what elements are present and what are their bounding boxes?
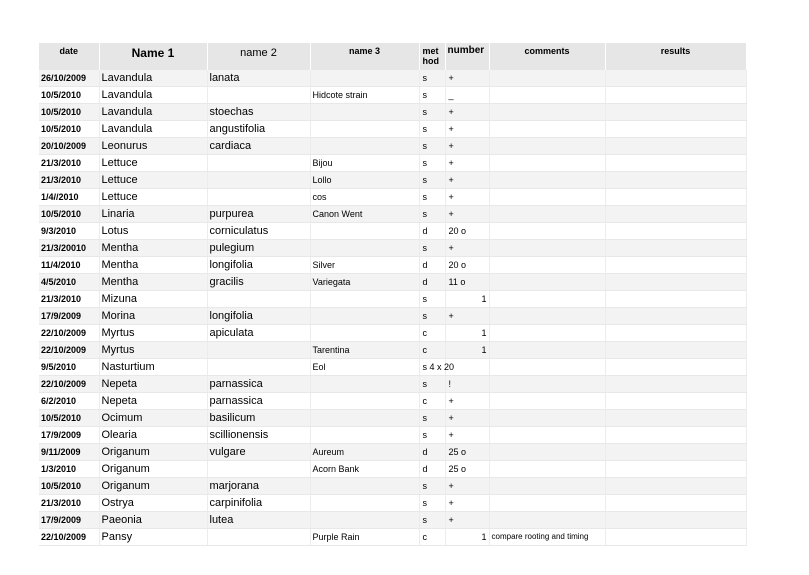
cell-results[interactable] [605,206,746,223]
table-row [39,206,746,223]
cell-results[interactable] [605,342,746,359]
cell-method[interactable]: s [419,376,445,393]
table-row [39,495,746,512]
cell-name-2[interactable]: marjorana [207,478,310,495]
cell-method[interactable]: s [419,104,445,121]
cell-method[interactable]: s [419,240,445,257]
cell-name-2[interactable] [207,155,310,172]
cell-name-1[interactable]: Mentha [99,274,207,291]
cell-comments[interactable] [489,138,605,155]
cell-results[interactable] [605,444,746,461]
cell-date[interactable]: 4/5/2010 [39,274,99,291]
column-header-name-1[interactable]: Name 1 [99,43,207,70]
cell-number[interactable]: ! [445,376,489,393]
cell-name-2[interactable]: corniculatus [207,223,310,240]
cell-date[interactable]: 10/5/2010 [39,410,99,427]
cell-name-2[interactable]: longifolia [207,257,310,274]
column-header-number[interactable]: number [445,43,489,70]
cell-date[interactable]: 10/5/2010 [39,87,99,104]
cell-name-3[interactable] [310,308,419,325]
cell-name-1[interactable]: Nepeta [99,376,207,393]
cell-results[interactable] [605,393,746,410]
cell-comments[interactable] [489,478,605,495]
cell-name-3[interactable]: Lollo [310,172,419,189]
cell-name-3[interactable] [310,325,419,342]
cell-name-3[interactable] [310,291,419,308]
table-row [39,87,746,104]
cell-name-1[interactable]: Lavandula [99,121,207,138]
cell-name-3[interactable] [310,512,419,529]
cell-number[interactable]: + [445,308,489,325]
cell-date[interactable]: 10/5/2010 [39,478,99,495]
cell-method[interactable]: s [419,308,445,325]
cell-name-2[interactable]: stoechas [207,104,310,121]
cell-name-3[interactable]: Acorn Bank [310,461,419,478]
cell-method[interactable]: s [419,478,445,495]
cell-date[interactable]: 22/10/2009 [39,529,99,546]
table-row [39,291,746,308]
cell-comments[interactable] [489,325,605,342]
cell-number[interactable]: + [445,70,489,87]
cell-number[interactable]: + [445,478,489,495]
cell-date[interactable]: 6/2/2010 [39,393,99,410]
cell-comments[interactable] [489,206,605,223]
cell-number[interactable]: 11 o [445,274,489,291]
cell-date[interactable]: 1/3/2010 [39,461,99,478]
cell-number[interactable]: + [445,495,489,512]
cell-comments[interactable] [489,70,605,87]
cell-results[interactable] [605,376,746,393]
cell-number[interactable]: + [445,240,489,257]
table-row [39,70,746,87]
table-row [39,121,746,138]
cell-name-3[interactable]: Variegata [310,274,419,291]
cell-number[interactable]: + [445,138,489,155]
cell-name-2[interactable]: gracilis [207,274,310,291]
column-header-name-3[interactable]: name 3 [310,43,419,70]
cell-number[interactable]: + [445,172,489,189]
cell-name-1[interactable]: Morina [99,308,207,325]
cell-name-1[interactable]: Nepeta [99,393,207,410]
table-row [39,274,746,291]
cell-number[interactable]: _ [445,87,489,104]
cell-method[interactable]: s [419,189,445,206]
cell-number[interactable]: + [445,155,489,172]
cell-name-3[interactable]: Bijou [310,155,419,172]
cell-method[interactable]: s [419,138,445,155]
cell-name-3[interactable]: Canon Went [310,206,419,223]
cell-name-3[interactable] [310,70,419,87]
cell-date[interactable]: 21/3/2010 [39,155,99,172]
cell-method[interactable]: d [419,274,445,291]
cell-name-3[interactable] [310,104,419,121]
cell-name-3[interactable] [310,478,419,495]
cell-method[interactable]: s [419,121,445,138]
cell-comments[interactable] [489,257,605,274]
cell-results[interactable] [605,274,746,291]
cell-number[interactable]: + [445,393,489,410]
cell-name-1[interactable]: Nasturtium [99,359,207,376]
cell-name-1[interactable]: Mentha [99,257,207,274]
cell-results[interactable] [605,512,746,529]
cell-name-2[interactable]: pulegium [207,240,310,257]
cell-name-3[interactable] [310,410,419,427]
cell-name-3[interactable] [310,240,419,257]
cell-comments[interactable]: compare rooting and timing [489,529,605,546]
cell-method[interactable]: s [419,291,445,308]
cell-comments[interactable] [489,223,605,240]
cell-date[interactable]: 11/4/2010 [39,257,99,274]
cell-number[interactable]: + [445,121,489,138]
cell-results[interactable] [605,257,746,274]
cell-date[interactable]: 22/10/2009 [39,325,99,342]
cell-comments[interactable] [489,444,605,461]
cell-comments[interactable] [489,172,605,189]
cell-method[interactable]: d [419,223,445,240]
cell-comments[interactable] [489,512,605,529]
column-header-comments[interactable]: comments [489,43,605,70]
cell-name-3[interactable] [310,138,419,155]
table-row [39,342,746,359]
cell-name-2[interactable]: scillionensis [207,427,310,444]
cell-results[interactable] [605,189,746,206]
cell-name-2[interactable] [207,189,310,206]
cell-results[interactable] [605,291,746,308]
cell-name-2[interactable] [207,461,310,478]
cell-name-1[interactable]: Mentha [99,240,207,257]
cell-date[interactable]: 21/3/2010 [39,172,99,189]
cell-date[interactable]: 20/10/2009 [39,138,99,155]
cell-comments[interactable] [489,87,605,104]
cell-date[interactable]: 9/3/2010 [39,223,99,240]
cell-name-1[interactable]: Paeonia [99,512,207,529]
cell-number[interactable]: 1 [445,342,489,359]
cell-comments[interactable] [489,189,605,206]
cell-name-2[interactable] [207,87,310,104]
table-row [39,257,746,274]
table-row [39,189,746,206]
cell-comments[interactable] [489,410,605,427]
cell-date[interactable]: 10/5/2010 [39,206,99,223]
cell-name-1[interactable]: Linaria [99,206,207,223]
cell-date[interactable]: 21/3/2010 [39,291,99,308]
cell-name-3[interactable] [310,121,419,138]
cell-name-2[interactable]: longifolia [207,308,310,325]
cell-name-2[interactable]: lanata [207,70,310,87]
cell-name-3[interactable] [310,223,419,240]
cell-name-1[interactable]: Ocimum [99,410,207,427]
table-row [39,444,746,461]
cell-comments[interactable] [489,308,605,325]
cell-comments[interactable] [489,495,605,512]
header-row [39,43,746,70]
table-row [39,393,746,410]
table-row [39,427,746,444]
table-row [39,376,746,393]
cell-name-3[interactable] [310,393,419,410]
cell-method[interactable]: c [419,529,445,546]
cell-name-1[interactable]: Lavandula [99,104,207,121]
cell-results[interactable] [605,529,746,546]
cell-number[interactable]: + [445,512,489,529]
column-header-results[interactable]: results [605,43,746,70]
cell-name-3[interactable]: Tarentina [310,342,419,359]
cell-number[interactable]: + [445,410,489,427]
cell-number[interactable]: 20 o [445,223,489,240]
table-row [39,512,746,529]
cell-name-2[interactable]: vulgare [207,444,310,461]
cell-method[interactable]: s 4 x 20 [419,359,445,376]
cell-comments[interactable] [489,121,605,138]
cell-name-2[interactable]: parnassica [207,393,310,410]
cell-name-1[interactable]: Origanum [99,461,207,478]
cell-comments[interactable] [489,393,605,410]
cell-name-3[interactable] [310,427,419,444]
cell-name-1[interactable]: Leonurus [99,138,207,155]
cell-method[interactable]: s [419,70,445,87]
cell-date[interactable]: 21/3/20010 [39,240,99,257]
cell-name-3[interactable]: Purple Rain [310,529,419,546]
cell-results[interactable] [605,138,746,155]
cell-name-1[interactable]: Lavandula [99,87,207,104]
cell-number[interactable]: 1 [445,291,489,308]
cell-name-1[interactable]: Lettuce [99,155,207,172]
cell-number[interactable]: 1 [445,529,489,546]
cell-number[interactable]: 25 o [445,444,489,461]
cell-date[interactable]: 17/9/2009 [39,308,99,325]
cell-method[interactable]: s [419,512,445,529]
cell-method[interactable]: c [419,325,445,342]
cell-date[interactable]: 9/5/2010 [39,359,99,376]
cell-comments[interactable] [489,359,605,376]
cell-name-2[interactable]: cardiaca [207,138,310,155]
cell-date[interactable]: 10/5/2010 [39,104,99,121]
table-row [39,308,746,325]
cell-name-1[interactable]: Lotus [99,223,207,240]
cell-results[interactable] [605,461,746,478]
cell-results[interactable] [605,87,746,104]
table-row [39,478,746,495]
cell-method[interactable]: c [419,393,445,410]
cell-name-1[interactable]: Olearia [99,427,207,444]
cell-date[interactable]: 17/9/2009 [39,512,99,529]
table-row [39,325,746,342]
cell-results[interactable] [605,325,746,342]
cell-results[interactable] [605,427,746,444]
cell-name-2[interactable] [207,291,310,308]
cell-method[interactable]: s [419,155,445,172]
cell-name-1[interactable]: Pansy [99,529,207,546]
cell-comments[interactable] [489,461,605,478]
cell-number[interactable]: + [445,427,489,444]
column-header-name-2[interactable]: name 2 [207,43,310,70]
cell-results[interactable] [605,308,746,325]
cell-name-3[interactable]: cos [310,189,419,206]
table-row [39,104,746,121]
cell-name-2[interactable] [207,529,310,546]
cell-name-3[interactable]: Silver [310,257,419,274]
table-row [39,461,746,478]
cell-number[interactable]: + [445,104,489,121]
table-row [39,410,746,427]
cell-name-3[interactable] [310,495,419,512]
cell-results[interactable] [605,104,746,121]
cell-name-1[interactable]: Origanum [99,444,207,461]
cell-method[interactable]: c [419,342,445,359]
cell-method[interactable]: s [419,87,445,104]
cell-method[interactable]: s [419,427,445,444]
cell-results[interactable] [605,223,746,240]
table-row [39,223,746,240]
cell-name-2[interactable]: apiculata [207,325,310,342]
cell-method[interactable]: s [419,206,445,223]
cell-results[interactable] [605,359,746,376]
cell-comments[interactable] [489,240,605,257]
cell-name-3[interactable]: Eol [310,359,419,376]
spreadsheet [39,43,746,546]
cell-name-1[interactable]: Ostrya [99,495,207,512]
cell-method[interactable]: d [419,257,445,274]
cell-results[interactable] [605,410,746,427]
table-row [39,138,746,155]
cell-name-2[interactable] [207,359,310,376]
cell-results[interactable] [605,495,746,512]
cell-results[interactable] [605,121,746,138]
cell-name-3[interactable] [310,376,419,393]
cell-name-1[interactable]: Lavandula [99,70,207,87]
cell-date[interactable]: 21/3/2010 [39,495,99,512]
cell-number[interactable]: 1 [445,325,489,342]
cell-name-2[interactable] [207,342,310,359]
cell-number[interactable]: + [445,206,489,223]
cell-name-2[interactable]: lutea [207,512,310,529]
cell-method[interactable]: d [419,461,445,478]
cell-name-2[interactable]: parnassica [207,376,310,393]
cell-number[interactable]: 25 o [445,461,489,478]
column-header-method[interactable]: met hod [419,43,445,70]
cell-date[interactable]: 10/5/2010 [39,121,99,138]
table-row [39,155,746,172]
cell-name-2[interactable] [207,172,310,189]
table-row [39,240,746,257]
cell-name-2[interactable]: basilicum [207,410,310,427]
cell-comments[interactable] [489,342,605,359]
cell-method[interactable]: s [419,410,445,427]
cell-comments[interactable] [489,274,605,291]
cell-name-1[interactable]: Lettuce [99,172,207,189]
cell-number[interactable]: + [445,189,489,206]
cell-results[interactable] [605,155,746,172]
cell-comments[interactable] [489,427,605,444]
cell-method[interactable]: s [419,495,445,512]
cell-comments[interactable] [489,291,605,308]
cell-comments[interactable] [489,104,605,121]
cell-method[interactable]: s [419,172,445,189]
cell-date[interactable]: 9/11/2009 [39,444,99,461]
cell-name-1[interactable]: Origanum [99,478,207,495]
table-row [39,529,746,546]
cell-results[interactable] [605,478,746,495]
cell-date[interactable]: 26/10/2009 [39,70,99,87]
cell-method[interactable]: d [419,444,445,461]
table-row [39,359,746,376]
cell-results[interactable] [605,70,746,87]
table-row [39,172,746,189]
plant-propagation-table [39,43,747,546]
cell-name-1[interactable]: Myrtus [99,325,207,342]
cell-name-1[interactable]: Lettuce [99,189,207,206]
cell-comments[interactable] [489,376,605,393]
cell-name-1[interactable]: Mizuna [99,291,207,308]
cell-name-1[interactable]: Myrtus [99,342,207,359]
cell-date[interactable]: 1/4//2010 [39,189,99,206]
cell-name-2[interactable]: carpinifolia [207,495,310,512]
cell-name-3[interactable]: Aureum [310,444,419,461]
cell-name-2[interactable]: angustifolia [207,121,310,138]
cell-results[interactable] [605,172,746,189]
cell-date[interactable]: 22/10/2009 [39,376,99,393]
cell-number[interactable]: 20 o [445,257,489,274]
cell-name-2[interactable]: purpurea [207,206,310,223]
cell-name-3[interactable]: Hidcote strain [310,87,419,104]
cell-comments[interactable] [489,155,605,172]
cell-date[interactable]: 22/10/2009 [39,342,99,359]
column-header-date[interactable]: date [39,43,99,70]
cell-date[interactable]: 17/9/2009 [39,427,99,444]
cell-results[interactable] [605,240,746,257]
